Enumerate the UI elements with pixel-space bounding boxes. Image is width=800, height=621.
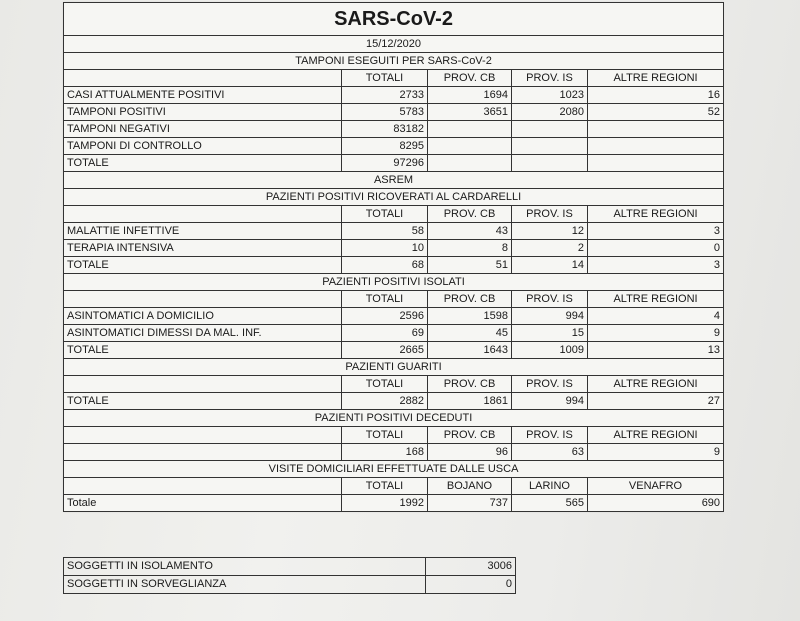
- column-header: PROV. IS: [512, 70, 588, 87]
- column-header: ALTRE REGIONI: [588, 70, 724, 87]
- cell-value: 2: [512, 240, 588, 257]
- row-label: SOGGETTI IN SORVEGLIANZA: [64, 576, 426, 594]
- table-row: [64, 444, 724, 461]
- section-heading-isolati: PAZIENTI POSITIVI ISOLATI: [64, 274, 724, 291]
- cell-value: 1643: [428, 342, 512, 359]
- table-row: [64, 240, 724, 257]
- cell-value: 1009: [512, 342, 588, 359]
- cell-value: 3006: [426, 558, 516, 576]
- section-heading-ricoverati: PAZIENTI POSITIVI RICOVERATI AL CARDARELLI: [64, 189, 724, 206]
- table-row: [64, 325, 724, 342]
- cell-value: [512, 155, 588, 172]
- cell-value: 15: [512, 325, 588, 342]
- table-row: [64, 576, 516, 594]
- cell-value: 9: [588, 444, 724, 461]
- column-header: PROV. CB: [428, 376, 512, 393]
- section-heading-tamponi: TAMPONI ESEGUITI PER SARS-CoV-2: [64, 53, 724, 70]
- column-header: ALTRE REGIONI: [588, 291, 724, 308]
- table-row: [64, 87, 724, 104]
- table-row: [64, 138, 724, 155]
- cell-value: 3651: [428, 104, 512, 121]
- cell-value: [512, 121, 588, 138]
- column-header: LARINO: [512, 478, 588, 495]
- row-label: MALATTIE INFETTIVE: [64, 223, 342, 240]
- cell-value: 2080: [512, 104, 588, 121]
- column-header: ALTRE REGIONI: [588, 427, 724, 444]
- cell-value: 1598: [428, 308, 512, 325]
- section-heading-asrem: ASREM: [64, 172, 724, 189]
- cell-value: 45: [428, 325, 512, 342]
- row-label: TAMPONI POSITIVI: [64, 104, 342, 121]
- cell-value: 737: [428, 495, 512, 512]
- report-date: 15/12/2020: [64, 36, 724, 53]
- table-row: [64, 104, 724, 121]
- column-header: ALTRE REGIONI: [588, 376, 724, 393]
- cell-value: 97296: [342, 155, 428, 172]
- cell-value: 8: [428, 240, 512, 257]
- row-label: Totale: [64, 495, 342, 512]
- cell-value: [428, 138, 512, 155]
- column-header: PROV. CB: [428, 427, 512, 444]
- cell-value: 0: [426, 576, 516, 594]
- cell-value: 8295: [342, 138, 428, 155]
- cell-value: 68: [342, 257, 428, 274]
- column-header: PROV. IS: [512, 376, 588, 393]
- column-header: TOTALI: [342, 376, 428, 393]
- row-label: CASI ATTUALMENTE POSITIVI: [64, 87, 342, 104]
- row-label: TAMPONI DI CONTROLLO: [64, 138, 342, 155]
- section-heading-deceduti: PAZIENTI POSITIVI DECEDUTI: [64, 410, 724, 427]
- cell-value: 3: [588, 257, 724, 274]
- cell-value: [512, 138, 588, 155]
- cell-value: 168: [342, 444, 428, 461]
- header-blank-cell: [64, 427, 342, 444]
- table-row: [64, 257, 724, 274]
- cell-value: 565: [512, 495, 588, 512]
- cell-value: 2665: [342, 342, 428, 359]
- row-label: ASINTOMATICI DIMESSI DA MAL. INF.: [64, 325, 342, 342]
- cell-value: 43: [428, 223, 512, 240]
- column-header-row: [64, 427, 724, 444]
- cell-value: 1694: [428, 87, 512, 104]
- cell-value: 63: [512, 444, 588, 461]
- column-header-row: [64, 478, 724, 495]
- report-sheet: [63, 2, 723, 512]
- column-header: TOTALI: [342, 70, 428, 87]
- column-header: TOTALI: [342, 427, 428, 444]
- soggetti-box: [63, 557, 515, 594]
- table-row: [64, 495, 724, 512]
- cell-value: [428, 155, 512, 172]
- cell-value: 16: [588, 87, 724, 104]
- row-label: TERAPIA INTENSIVA: [64, 240, 342, 257]
- cell-value: 83182: [342, 121, 428, 138]
- column-header: PROV. CB: [428, 206, 512, 223]
- cell-value: 994: [512, 308, 588, 325]
- cell-value: 1992: [342, 495, 428, 512]
- row-label: TOTALE: [64, 393, 342, 410]
- cell-value: 52: [588, 104, 724, 121]
- table-row: [64, 308, 724, 325]
- row-label: TAMPONI NEGATIVI: [64, 121, 342, 138]
- cell-value: 1861: [428, 393, 512, 410]
- column-header-row: [64, 291, 724, 308]
- cell-value: 2596: [342, 308, 428, 325]
- header-blank-cell: [64, 70, 342, 87]
- header-blank-cell: [64, 291, 342, 308]
- table-row: [64, 223, 724, 240]
- cell-value: [588, 138, 724, 155]
- cell-value: 96: [428, 444, 512, 461]
- table-row: [64, 558, 516, 576]
- cell-value: 5783: [342, 104, 428, 121]
- column-header: PROV. CB: [428, 291, 512, 308]
- cell-value: [588, 121, 724, 138]
- column-header-row: [64, 206, 724, 223]
- row-label: TOTALE: [64, 342, 342, 359]
- cell-value: 2733: [342, 87, 428, 104]
- row-label: TOTALE: [64, 155, 342, 172]
- row-label: [64, 444, 342, 461]
- table-row: [64, 121, 724, 138]
- cell-value: 2882: [342, 393, 428, 410]
- row-label: SOGGETTI IN ISOLAMENTO: [64, 558, 426, 576]
- cell-value: 58: [342, 223, 428, 240]
- row-label: TOTALE: [64, 257, 342, 274]
- column-header: TOTALI: [342, 478, 428, 495]
- cell-value: 0: [588, 240, 724, 257]
- column-header: BOJANO: [428, 478, 512, 495]
- cell-value: 690: [588, 495, 724, 512]
- cell-value: 14: [512, 257, 588, 274]
- column-header: VENAFRO: [588, 478, 724, 495]
- cell-value: 9: [588, 325, 724, 342]
- cell-value: 51: [428, 257, 512, 274]
- cell-value: 12: [512, 223, 588, 240]
- cell-value: 13: [588, 342, 724, 359]
- column-header-row: [64, 376, 724, 393]
- header-blank-cell: [64, 206, 342, 223]
- column-header: PROV. IS: [512, 291, 588, 308]
- report-title: SARS-CoV-2: [64, 3, 724, 36]
- table-row: [64, 342, 724, 359]
- report-table: [63, 2, 724, 512]
- row-label: ASINTOMATICI A DOMICILIO: [64, 308, 342, 325]
- section-heading-guariti: PAZIENTI GUARITI: [64, 359, 724, 376]
- cell-value: 4: [588, 308, 724, 325]
- cell-value: 27: [588, 393, 724, 410]
- table-row: [64, 155, 724, 172]
- column-header: PROV. IS: [512, 206, 588, 223]
- cell-value: [588, 155, 724, 172]
- column-header-row: [64, 70, 724, 87]
- soggetti-table: [63, 557, 516, 594]
- cell-value: 69: [342, 325, 428, 342]
- column-header: ALTRE REGIONI: [588, 206, 724, 223]
- column-header: TOTALI: [342, 291, 428, 308]
- cell-value: 994: [512, 393, 588, 410]
- cell-value: 10: [342, 240, 428, 257]
- header-blank-cell: [64, 376, 342, 393]
- header-blank-cell: [64, 478, 342, 495]
- cell-value: 3: [588, 223, 724, 240]
- column-header: TOTALI: [342, 206, 428, 223]
- column-header: PROV. CB: [428, 70, 512, 87]
- section-heading-visite: VISITE DOMICILIARI EFFETTUATE DALLE USCA: [64, 461, 724, 478]
- column-header: PROV. IS: [512, 427, 588, 444]
- cell-value: [428, 121, 512, 138]
- table-row: [64, 393, 724, 410]
- cell-value: 1023: [512, 87, 588, 104]
